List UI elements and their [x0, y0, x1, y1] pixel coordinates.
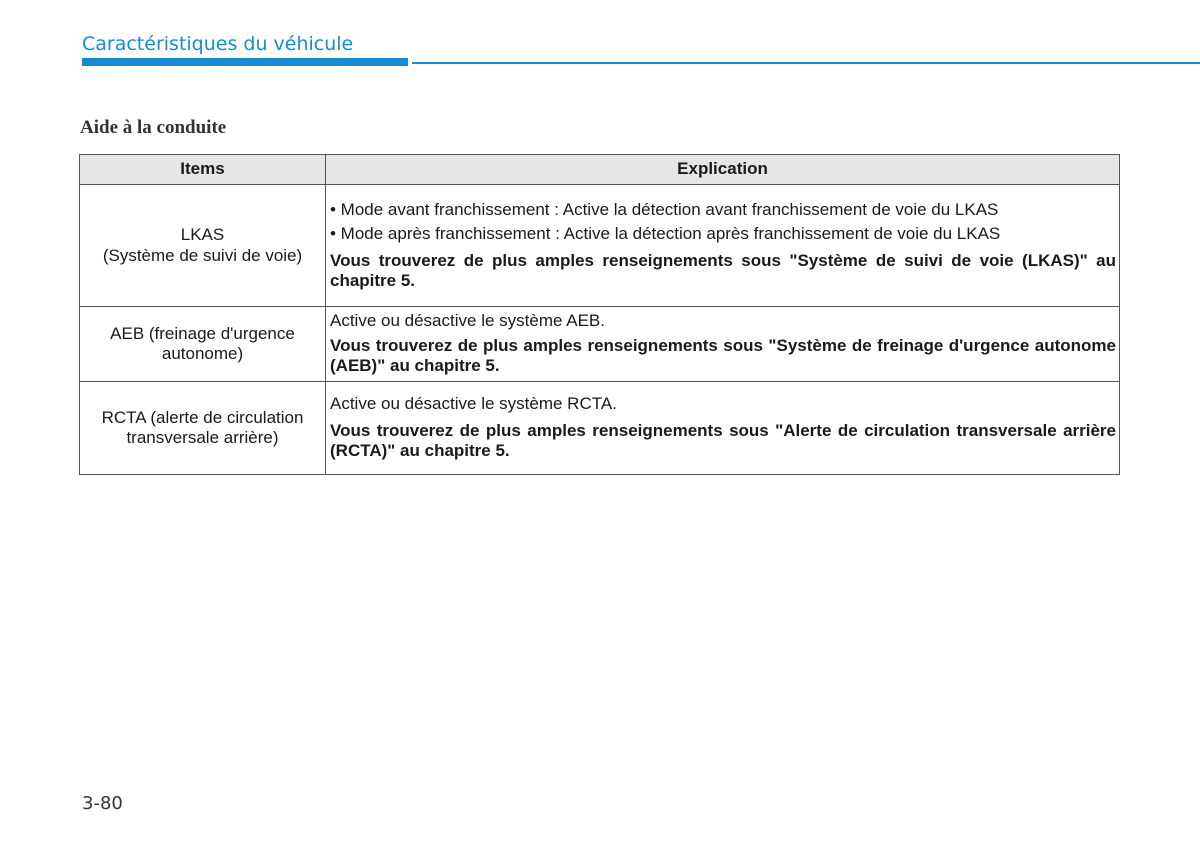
table-row: [80, 307, 1120, 382]
reference-note: Vous trouverez de plus amples renseignements sous "Alerte de circulation transversale arrière (RCTA)" au chapitre 5.: [330, 420, 1116, 461]
column-header-explication: Explication: [326, 155, 1120, 185]
chapter-title: Caractéristiques du véhicule: [82, 33, 354, 55]
item-name: RCTA (alerte de circulation: [101, 407, 304, 427]
item-description: transversale arrière): [126, 428, 279, 447]
reference-note: Vous trouverez de plus amples renseignements sous "Système de freinage d'urgence autonome (AEB)" au chapitre 5.: [330, 335, 1116, 376]
table-header-row: [80, 155, 1120, 185]
bullet-item: • Mode avant franchissement : Active la détection avant franchissement de voie du LKAS: [330, 199, 999, 219]
item-cell: [80, 185, 326, 307]
features-table: [79, 154, 1120, 475]
table-row: [80, 382, 1120, 475]
table-row: [80, 185, 1120, 307]
explication-cell: [326, 185, 1120, 307]
item-cell: [80, 307, 326, 382]
bullet-item: • Mode après franchissement : Active la détection après franchissement de voie du LKAS: [330, 224, 1001, 244]
header-accent-bar: [82, 58, 408, 66]
item-description: (Système de suivi de voie): [102, 245, 303, 265]
item-cell: [80, 382, 326, 475]
column-header-items: Items: [80, 155, 326, 185]
explication-cell: [326, 382, 1120, 475]
explication-text: Active ou désactive le système RCTA.: [330, 394, 617, 414]
page-number: 3-80: [82, 793, 123, 814]
explication-cell: [326, 307, 1120, 382]
section-title: Aide à la conduite: [80, 117, 227, 138]
item-name: LKAS: [180, 225, 225, 245]
header-rule: [412, 62, 1200, 64]
explication-text: Active ou désactive le système AEB.: [330, 311, 605, 331]
item-name: AEB (freinage d'urgence: [110, 323, 295, 343]
reference-note: Vous trouverez de plus amples renseignements sous "Système de suivi de voie (LKAS)" au chapitre 5.: [330, 250, 1116, 290]
item-description: autonome): [161, 344, 244, 363]
